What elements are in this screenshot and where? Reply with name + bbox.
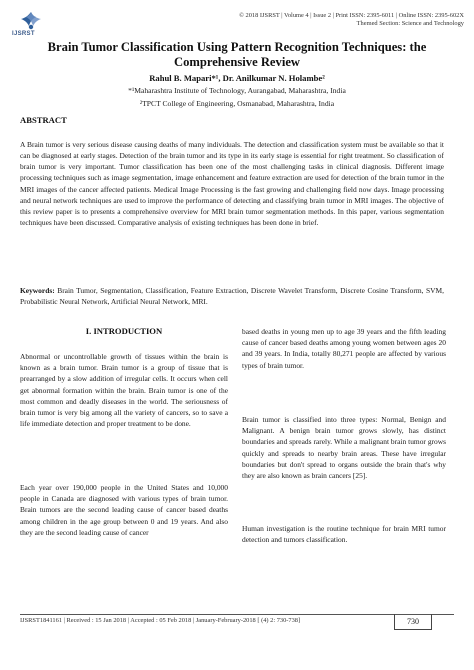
keywords — [20, 285, 444, 307]
page-number: 730 — [394, 614, 432, 630]
intro-right-paragraph-3 — [242, 523, 446, 545]
affiliation-1: *¹Maharashtra Institute of Technology, Aurangabad, Maharashtra, India — [128, 86, 346, 95]
intro-right-paragraph-2 — [242, 414, 446, 481]
authors: Rahul B. Mapari*¹, Dr. Anilkumar N. Holambe² — [149, 73, 325, 83]
journal-logo-text: IJSRST — [12, 31, 35, 37]
themed-section-line: Themed Section: Science and Technology — [356, 20, 464, 28]
abstract-heading: ABSTRACT — [20, 115, 67, 125]
intro-left-paragraph-2 — [20, 482, 228, 538]
paragraph-text: based deaths in young men up to age 39 years and the fifth leading cause of cancer based deaths among young women between ages 20 and 39 years. In India, totally 80,271 people are affected by various types of brain tumor. — [242, 327, 446, 370]
affiliation-2: ²TPCT College of Engineering, Osmanabad, Maharashtra, India — [139, 99, 335, 108]
abstract-text: A Brain tumor is very serious disease causing deaths of many individuals. The detection and classification system must be available so that it can be diagnosed at early stages. Detection of the brain tumor and its type in its early stage is essential for right treatment. So classification of brain tumor is very important. Tumor classification has been one of the most challenging tasks in clinical diagnosis. Different image processing techniques such as image segmentation, image enhancement and feature extraction are used for detection of the brain tumor in the MRI images of the cancer affected patients. Medical Image Processing is the fast growing and challenging field now days. Image processing and neural network techniques are used to improve the performance of detecting and classifying brain tumor in MRI images. The objective of this review paper is to presents a comprehensive overview for MRI brain tumor segmentation methods. In this paper, various segmentation techniques have been discussed. Comparative analysis of existing techniques has been done in brief. — [20, 140, 444, 228]
keywords-list: Brain Tumor, Segmentation, Classification, Feature Extraction, Discrete Wavelet Transform, Discrete Cosine Transform, SVM, Probabilistic Neural Network, Artificial Neural Network, MRI. — [20, 286, 444, 307]
journal-header — [239, 12, 464, 29]
section-heading-introduction: I. INTRODUCTION — [85, 326, 163, 336]
paragraph-text: Human investigation is the routine technique for brain MRI tumor detection and tumors classification. — [242, 524, 446, 545]
intro-left-paragraph-1 — [20, 351, 228, 429]
journal-issue-line: © 2018 IJSRST | Volume 4 | Issue 2 | Print ISSN: 2395-6011 | Online ISSN: 2395-602X — [239, 12, 464, 19]
paper-title — [40, 40, 434, 70]
intro-right-paragraph-1 — [242, 326, 446, 371]
title-line-2: Comprehensive Review — [173, 55, 301, 69]
footer-citation: IJSRST1841161 | Received : 15 Jan 2018 | Accepted : 05 Feb 2018 | January-February-2018 [ (4) 2: 730-738] — [20, 617, 301, 624]
footer-divider — [20, 614, 454, 615]
paragraph-text: Brain tumor is classified into three types: Normal, Benign and Malignant. A benign brain tumor grows slowly, has distinct boundaries and spreads rarely. While a malignant brain tumor grows quickly and spreads to nearby brain areas. These have irregular boundaries but don't spread to organs outside the brain that's why they are also known as brain cancers [25]. — [242, 415, 446, 481]
title-line-1: Brain Tumor Classification Using Pattern Recognition Techniques: the — [47, 40, 427, 54]
keywords-label: Keywords: — [20, 286, 55, 295]
paragraph-text: Each year over 190,000 people in the United States and 10,000 people in Canada are diagnosed with various types of brain tumor. Brain tumors are the second leading cause of cancer based deaths among children in the age group between 0 and 19 years. And also they are the second leading cause of cancer — [20, 483, 228, 537]
paragraph-text: Abnormal or uncontrollable growth of tissues within the brain is known as a brain tumor. Brain tumor is a group of tissue that is prearranged by a slow addition of irregular cells. It occurs when cell get abnormal formation within the brain. Brain tumor is one of the most common and deadly diseases in the world. The seriousness of brain tumor is very big among all the variety of cancers, so to save a life immediate detection and proper treatment to be done. — [20, 352, 228, 429]
